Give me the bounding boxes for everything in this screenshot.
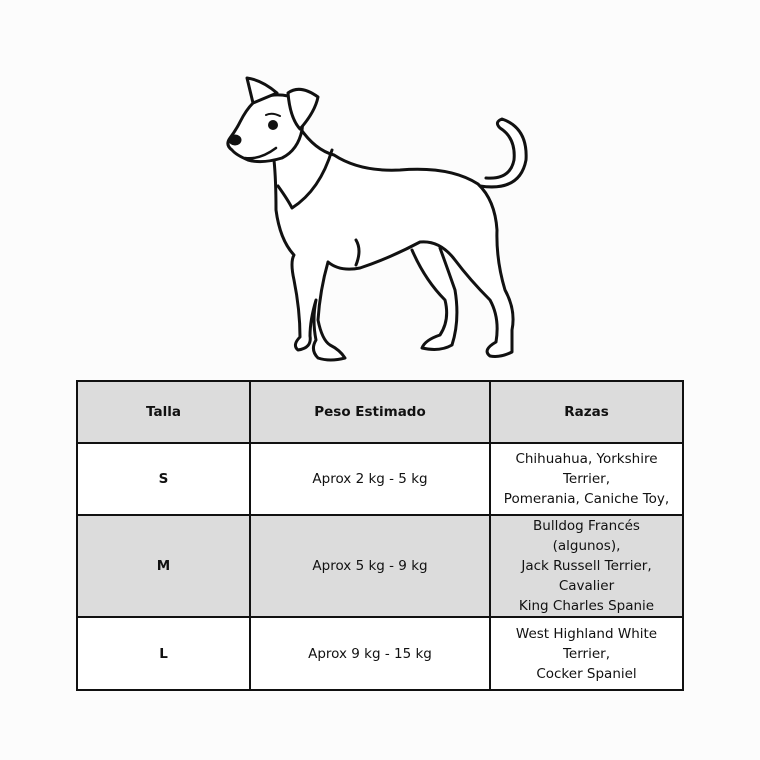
dog-tail (480, 119, 526, 187)
cell-peso: Aprox 2 kg - 5 kg (250, 443, 490, 515)
razas-line: West Highland White Terrier, (515, 625, 658, 662)
razas-line: Bulldog Francés (algunos), (533, 518, 640, 554)
table-row (77, 515, 683, 617)
razas-line: Chihuahua, Yorkshire Terrier, (515, 451, 658, 487)
cell-peso: Aprox 5 kg - 9 kg (250, 515, 490, 617)
table-header-row (77, 381, 683, 443)
dog-body (274, 128, 513, 360)
cell-peso: Aprox 9 kg - 15 kg (250, 617, 490, 690)
header-razas: Razas (490, 381, 683, 443)
cell-talla: S (77, 443, 250, 515)
cell-talla: L (77, 617, 250, 690)
dog-back-leg (412, 248, 457, 349)
size-table (76, 380, 684, 691)
cell-razas (490, 443, 683, 515)
cell-talla: M (77, 515, 250, 617)
cell-razas (490, 515, 683, 617)
razas-line: Pomerania, Caniche Toy, (503, 491, 670, 507)
header-talla: Talla (77, 381, 250, 443)
table-row (77, 617, 683, 690)
header-peso: Peso Estimado (250, 381, 490, 443)
razas-line: Cocker Spaniel (536, 665, 637, 682)
table-row (77, 443, 683, 515)
dog-nose (230, 136, 240, 144)
cell-razas (490, 617, 683, 690)
dog-eye (270, 122, 277, 129)
razas-line: Jack Russell Terrier, Cavalier (521, 558, 652, 594)
razas-line: King Charles Spanie (518, 598, 655, 614)
